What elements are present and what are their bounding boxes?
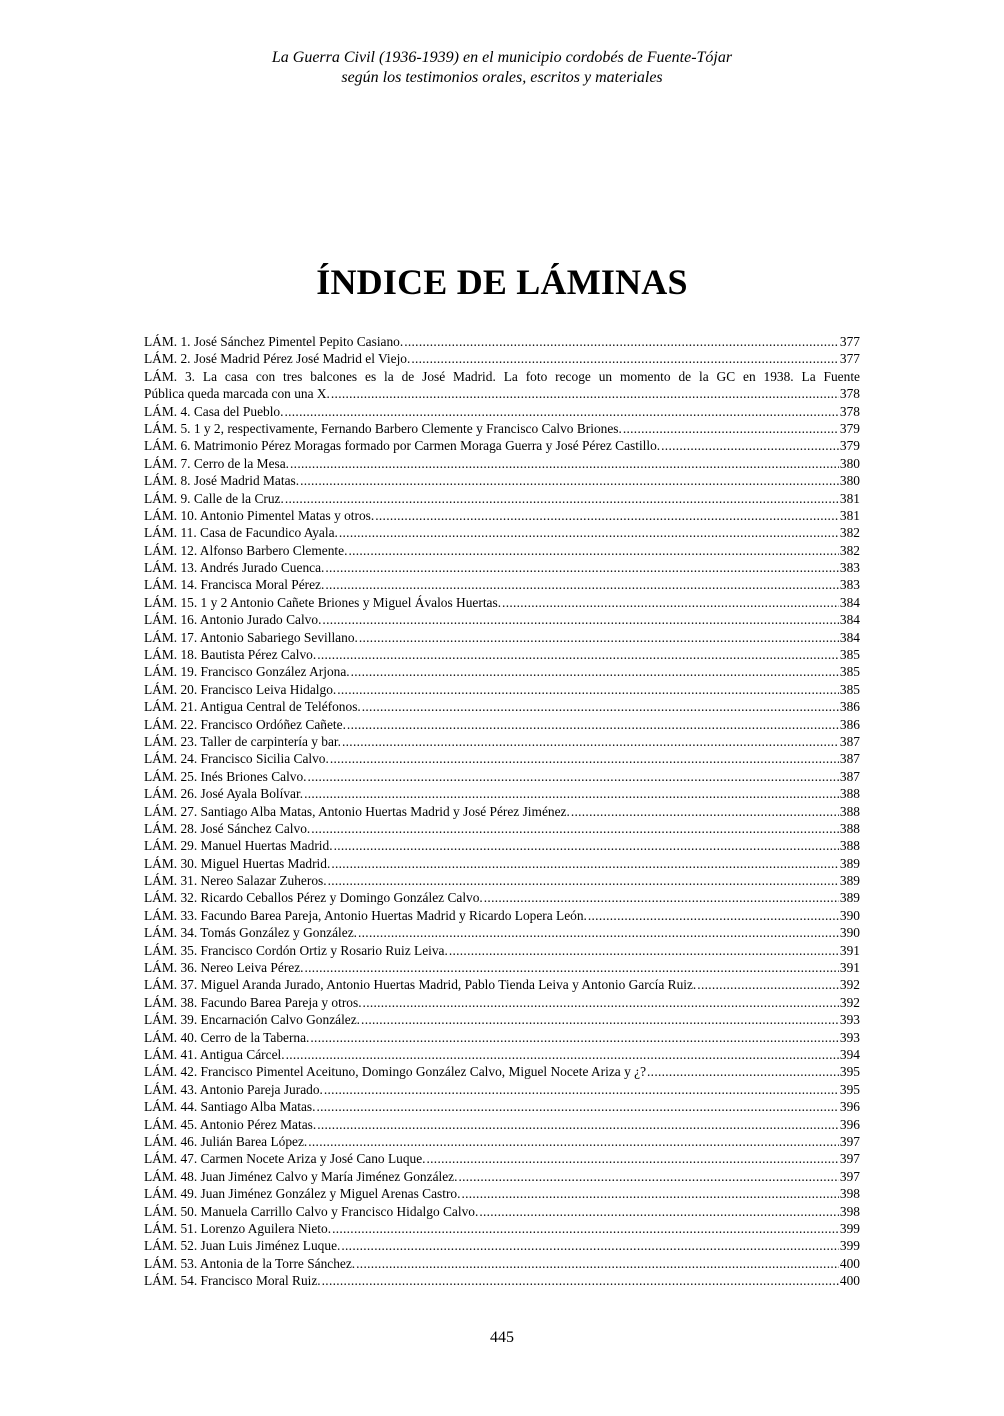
toc-entry-label: LÁM. 53. Antonia de la Torre Sánchez. [144, 1255, 356, 1271]
toc-entry-page: 389 [839, 855, 860, 871]
running-header-line-2: según los testimonios orales, escritos y materiales [341, 69, 663, 86]
toc-entry-label: LÁM. 50. Manuela Carrillo Calvo y Francisco Hidalgo Calvo. [144, 1203, 479, 1219]
toc-entry-label: LÁM. 12. Alfonso Barbero Clemente. [144, 542, 348, 558]
toc-entry [144, 924, 860, 941]
toc-entry-page: 386 [839, 699, 860, 715]
toc-entry [144, 1203, 860, 1220]
toc-entry-label: LÁM. 28. José Sánchez Calvo. [144, 820, 311, 836]
toc-entry-label: LÁM. 7. Cerro de la Mesa. [144, 455, 290, 471]
dot-leader [356, 1255, 839, 1272]
toc-entry-label: LÁM. 22. Francisco Ordóñez Cañete. [144, 716, 346, 732]
toc-entry [144, 455, 860, 472]
toc-entry-label: LÁM. 18. Bautista Pérez Calvo. [144, 647, 317, 663]
toc-entry-page: 380 [839, 455, 860, 471]
toc-entry-page: 384 [839, 612, 860, 628]
toc-entry [144, 646, 860, 663]
toc-entry-label: LÁM. 13. Andrés Jurado Cuenca. [144, 560, 325, 576]
dot-leader [661, 437, 839, 454]
dot-leader [285, 490, 839, 507]
toc-entry [144, 368, 860, 403]
toc-entry [144, 420, 860, 437]
dot-leader [427, 1150, 839, 1167]
toc-entry-label: LÁM. 43. Antonio Pareja Jurado. [144, 1081, 323, 1097]
toc-entry-page: 393 [839, 1029, 860, 1045]
toc-entry-label: LÁM. 5. 1 y 2, respectivamente, Fernando Barbero Clemente y Francisco Calvo Briones. [144, 420, 622, 436]
running-header [0, 48, 1004, 88]
dot-leader [310, 1029, 839, 1046]
dot-leader [308, 768, 839, 785]
toc-entry [144, 994, 860, 1011]
toc-entry-page: 387 [839, 733, 860, 749]
toc-entry-page: 388 [839, 820, 860, 836]
toc-entry-page: 398 [839, 1186, 860, 1202]
toc-entry-page: 400 [839, 1273, 860, 1289]
toc-entry [144, 803, 860, 820]
toc-entry-label: LÁM. 32. Ricardo Ceballos Pérez y Domingo González Calvo. [144, 890, 483, 906]
toc-entry [144, 1098, 860, 1115]
toc-entry-label: LÁM. 3. La casa con tres balcones es la de José Madrid. La foto recoge un momento de la GC en 1938. La Fuente [144, 368, 860, 384]
toc-entry [144, 611, 860, 628]
toc-entry-label: LÁM. 42. Francisco Pimentel Aceituno, Domingo González Calvo, Miguel Nocete Ariza y ¿? [144, 1064, 647, 1080]
toc-entry-page: 387 [839, 768, 860, 784]
toc-entry [144, 750, 860, 767]
dot-leader [502, 594, 839, 611]
toc-entry-page: 377 [839, 333, 860, 349]
toc-entry [144, 1168, 860, 1185]
toc-entry-page: 382 [839, 525, 860, 541]
toc-entry-label: LÁM. 30. Miguel Huertas Madrid. [144, 855, 331, 871]
toc-entry-page: 383 [839, 560, 860, 576]
toc-entry [144, 942, 860, 959]
toc-entry-page: 399 [839, 1238, 860, 1254]
toc-entry-label-continued: Pública queda marcada con una X. [144, 386, 330, 402]
dot-leader [458, 1168, 838, 1185]
toc-entry-page: 390 [839, 925, 860, 941]
toc-entry-page: 382 [839, 542, 860, 558]
toc-entry [144, 333, 860, 350]
toc-entry [144, 507, 860, 524]
toc-entry-page: 377 [839, 351, 860, 367]
toc-entry-label: LÁM. 26. José Ayala Bolívar. [144, 786, 304, 802]
toc-entry [144, 855, 860, 872]
dot-leader [300, 472, 839, 489]
toc-entry-page: 388 [839, 786, 860, 802]
dot-leader [325, 576, 839, 593]
toc-entry [144, 490, 860, 507]
toc-entry-page: 378 [839, 403, 860, 419]
toc-entry-page: 385 [839, 681, 860, 697]
toc-entry [144, 681, 860, 698]
toc-entry-label: LÁM. 6. Matrimonio Pérez Moragas formado por Carmen Moraga Guerra y José Pérez Castillo. [144, 438, 661, 454]
dot-leader [571, 803, 839, 820]
toc-entry [144, 559, 860, 576]
toc-entry-label: LÁM. 49. Juan Jiménez González y Miguel Arenas Castro. [144, 1186, 461, 1202]
toc-entry-label: LÁM. 41. Antigua Cárcel. [144, 1047, 285, 1062]
toc-entry [144, 959, 860, 976]
toc-entry [144, 524, 860, 541]
toc-entry [144, 472, 860, 489]
toc-entry-label: LÁM. 39. Encarnación Calvo González. [144, 1012, 361, 1028]
toc-entry-page: 392 [839, 994, 860, 1010]
toc-entry-page: 380 [839, 473, 860, 489]
toc-entry-page: 396 [839, 1099, 860, 1115]
dot-leader [317, 646, 839, 663]
toc-entry-label: LÁM. 21. Antigua Central de Teléfonos. [144, 699, 361, 715]
dot-leader [330, 750, 839, 767]
toc-entry-label: LÁM. 8. José Madrid Matas. [144, 473, 300, 489]
toc-entry-label: LÁM. 45. Antonio Pérez Matas. [144, 1116, 317, 1132]
toc-entry-label: LÁM. 51. Lorenzo Aguilera Nieto. [144, 1220, 332, 1236]
dot-leader [332, 1220, 839, 1237]
toc-entry [144, 594, 860, 611]
toc-entry-label: LÁM. 20. Francisco Leiva Hidalgo. [144, 681, 337, 697]
toc-entry-page: 387 [839, 751, 860, 767]
toc-entry-label: LÁM. 54. Francisco Moral Ruiz. [144, 1273, 321, 1289]
dot-leader [324, 1081, 839, 1098]
dot-leader [342, 733, 839, 750]
toc-entry-page: 400 [839, 1255, 860, 1271]
dot-leader [316, 1098, 838, 1115]
toc-entry-page: 383 [839, 577, 860, 593]
toc-entry-page: 398 [839, 1203, 860, 1219]
toc-entry-label: LÁM. 10. Antonio Pimentel Matas y otros. [144, 507, 375, 523]
dot-leader [304, 785, 839, 802]
toc-entry [144, 542, 860, 559]
toc-entry-label: LÁM. 24. Francisco Sicilia Calvo. [144, 751, 329, 767]
toc-entry [144, 837, 860, 854]
toc-entry-label: LÁM. 33. Facundo Barea Pareja, Antonio Huertas Madrid y Ricardo Lopera León. [144, 907, 587, 923]
dot-leader [325, 559, 839, 576]
toc-entry-page: 392 [839, 977, 860, 993]
toc-entry-page: 399 [839, 1220, 860, 1236]
dot-leader [461, 1185, 838, 1202]
dot-leader [361, 1011, 839, 1028]
toc-entry [144, 785, 860, 802]
toc-entry-page: 394 [839, 1047, 860, 1062]
dot-leader [588, 907, 839, 924]
toc-entry-page: 381 [839, 490, 860, 506]
dot-leader [305, 959, 839, 976]
toc-entry-label: LÁM. 44. Santiago Alba Matas. [144, 1099, 316, 1115]
dot-leader [348, 542, 838, 559]
toc-entry-label: LÁM. 23. Taller de carpintería y bar. [144, 733, 342, 749]
dot-leader [484, 890, 839, 907]
toc-entry [144, 1237, 860, 1254]
toc-entry-page: 388 [839, 838, 860, 854]
toc-entry [144, 663, 860, 680]
toc-entry [144, 1063, 860, 1080]
dot-leader [411, 350, 839, 367]
toc-entry-page: 379 [839, 420, 860, 436]
running-header-line-1: La Guerra Civil (1936-1939) en el municipio cordobés de Fuente-Tójar [271, 49, 733, 66]
toc-entry-page: 390 [839, 907, 860, 923]
toc-entry-page: 396 [839, 1116, 860, 1132]
dot-leader [308, 1133, 839, 1150]
toc-entry-label: LÁM. 25. Inés Briones Calvo. [144, 768, 307, 784]
dot-leader [647, 1063, 839, 1080]
toc-entry-label: LÁM. 34. Tomás González y González. [144, 925, 358, 941]
dot-leader [358, 924, 839, 941]
toc-entry [144, 1011, 860, 1028]
dot-leader [328, 872, 839, 889]
toc-entry [144, 1150, 860, 1167]
dot-leader [449, 942, 839, 959]
toc-entry [144, 1081, 860, 1098]
toc-entry [144, 716, 860, 733]
table-of-plates [144, 333, 860, 1289]
toc-entry-label: LÁM. 37. Miguel Aranda Jurado, Antonio Huertas Madrid, Pablo Tienda Leiva y Antonio García Ruiz. [144, 977, 697, 993]
toc-entry-page: 397 [839, 1168, 860, 1184]
toc-entry-label: LÁM. 15. 1 y 2 Antonio Cañete Briones y Miguel Ávalos Huertas. [144, 594, 502, 610]
dot-leader [404, 333, 839, 350]
dot-leader [337, 681, 839, 698]
toc-entry-page: 389 [839, 890, 860, 906]
dot-leader [331, 855, 839, 872]
toc-entry-page: 393 [839, 1012, 860, 1028]
toc-entry-label: LÁM. 40. Cerro de la Taberna. [144, 1029, 310, 1045]
toc-entry-page: 379 [839, 438, 860, 454]
toc-entry-page: 385 [839, 664, 860, 680]
toc-entry-label: LÁM. 47. Carmen Nocete Ariza y José Cano Luque. [144, 1151, 426, 1167]
toc-entry-label: LÁM. 31. Nereo Salazar Zuheros. [144, 873, 327, 889]
dot-leader [286, 1046, 839, 1063]
toc-entry-label: LÁM. 4. Casa del Pueblo. [144, 403, 284, 419]
toc-entry [144, 1046, 860, 1063]
toc-entry-label: LÁM. 29. Manuel Huertas Madrid. [144, 838, 333, 854]
dot-leader [347, 716, 839, 733]
toc-entry-page: 381 [839, 507, 860, 523]
dot-leader [362, 698, 839, 715]
toc-entry-label: LÁM. 52. Juan Luis Jiménez Luque. [144, 1238, 341, 1254]
dot-leader [339, 524, 839, 541]
dot-leader [331, 385, 839, 402]
toc-entry-page: 397 [839, 1133, 860, 1149]
dot-leader [284, 403, 838, 420]
dot-leader [311, 820, 839, 837]
toc-entry-page: 385 [839, 647, 860, 663]
toc-entry-label: LÁM. 38. Facundo Barea Pareja y otros. [144, 994, 362, 1010]
dot-leader [290, 455, 839, 472]
dot-leader [479, 1203, 839, 1220]
toc-entry-label: LÁM. 1. José Sánchez Pimentel Pepito Casiano. [144, 333, 404, 349]
toc-entry-label: LÁM. 9. Calle de la Cruz. [144, 490, 284, 506]
toc-entry-page: 386 [839, 716, 860, 732]
toc-entry [144, 768, 860, 785]
toc-entry-page: 388 [839, 803, 860, 819]
dot-leader [341, 1237, 839, 1254]
dot-leader [322, 611, 838, 628]
toc-entry [144, 872, 860, 889]
toc-entry [144, 437, 860, 454]
dot-leader [334, 837, 839, 854]
toc-entry-page: 395 [839, 1064, 860, 1080]
toc-entry-page: 389 [839, 873, 860, 889]
toc-entry [144, 403, 860, 420]
toc-entry-label: LÁM. 17. Antonio Sabariego Sevillano. [144, 629, 358, 645]
toc-entry-page: 391 [839, 942, 860, 958]
toc-entry [144, 907, 860, 924]
toc-entry-label: LÁM. 36. Nereo Leiva Pérez. [144, 960, 304, 976]
toc-entry [144, 1116, 860, 1133]
dot-leader [322, 1272, 839, 1289]
toc-entry [144, 1185, 860, 1202]
dot-leader [697, 976, 839, 993]
toc-entry [144, 1255, 860, 1272]
toc-entry-page: 397 [839, 1151, 860, 1167]
toc-entry-label: LÁM. 11. Casa de Facundico Ayala. [144, 525, 338, 541]
toc-entry [144, 733, 860, 750]
dot-leader [363, 994, 839, 1011]
toc-entry-label: LÁM. 19. Francisco González Arjona. [144, 664, 350, 680]
dot-leader [359, 629, 839, 646]
page-title: ÍNDICE DE LÁMINAS [316, 262, 688, 302]
toc-entry-page: 395 [839, 1081, 860, 1097]
toc-entry [144, 820, 860, 837]
toc-entry-label: LÁM. 16. Antonio Jurado Calvo. [144, 612, 322, 628]
toc-entry-page: 384 [839, 629, 860, 645]
toc-entry [144, 698, 860, 715]
toc-entry-page: 384 [839, 594, 860, 610]
dot-leader [317, 1116, 839, 1133]
toc-entry-page: 391 [839, 960, 860, 976]
toc-entry [144, 1220, 860, 1237]
toc-entry-label: LÁM. 14. Francisca Moral Pérez. [144, 577, 325, 593]
toc-entry-label: LÁM. 2. José Madrid Pérez José Madrid el Viejo. [144, 351, 411, 367]
toc-entry [144, 976, 860, 993]
toc-entry-label: LÁM. 35. Francisco Cordón Ortiz y Rosario Ruiz Leiva. [144, 942, 448, 958]
toc-entry [144, 890, 860, 907]
toc-entry-label: LÁM. 27. Santiago Alba Matas, Antonio Huertas Madrid y José Pérez Jiménez. [144, 803, 570, 819]
dot-leader [623, 420, 839, 437]
toc-entry [144, 576, 860, 593]
toc-entry-label: LÁM. 48. Juan Jiménez Calvo y María Jiménez González. [144, 1168, 458, 1184]
toc-entry [144, 629, 860, 646]
dot-leader [375, 507, 839, 524]
toc-entry [144, 1272, 860, 1289]
toc-entry [144, 1133, 860, 1150]
toc-entry-label: LÁM. 46. Julián Barea López. [144, 1133, 308, 1149]
toc-entry [144, 1029, 860, 1046]
page-number: 445 [490, 1329, 514, 1346]
toc-entry [144, 350, 860, 367]
toc-entry-page: 378 [839, 386, 860, 402]
dot-leader [351, 663, 839, 680]
